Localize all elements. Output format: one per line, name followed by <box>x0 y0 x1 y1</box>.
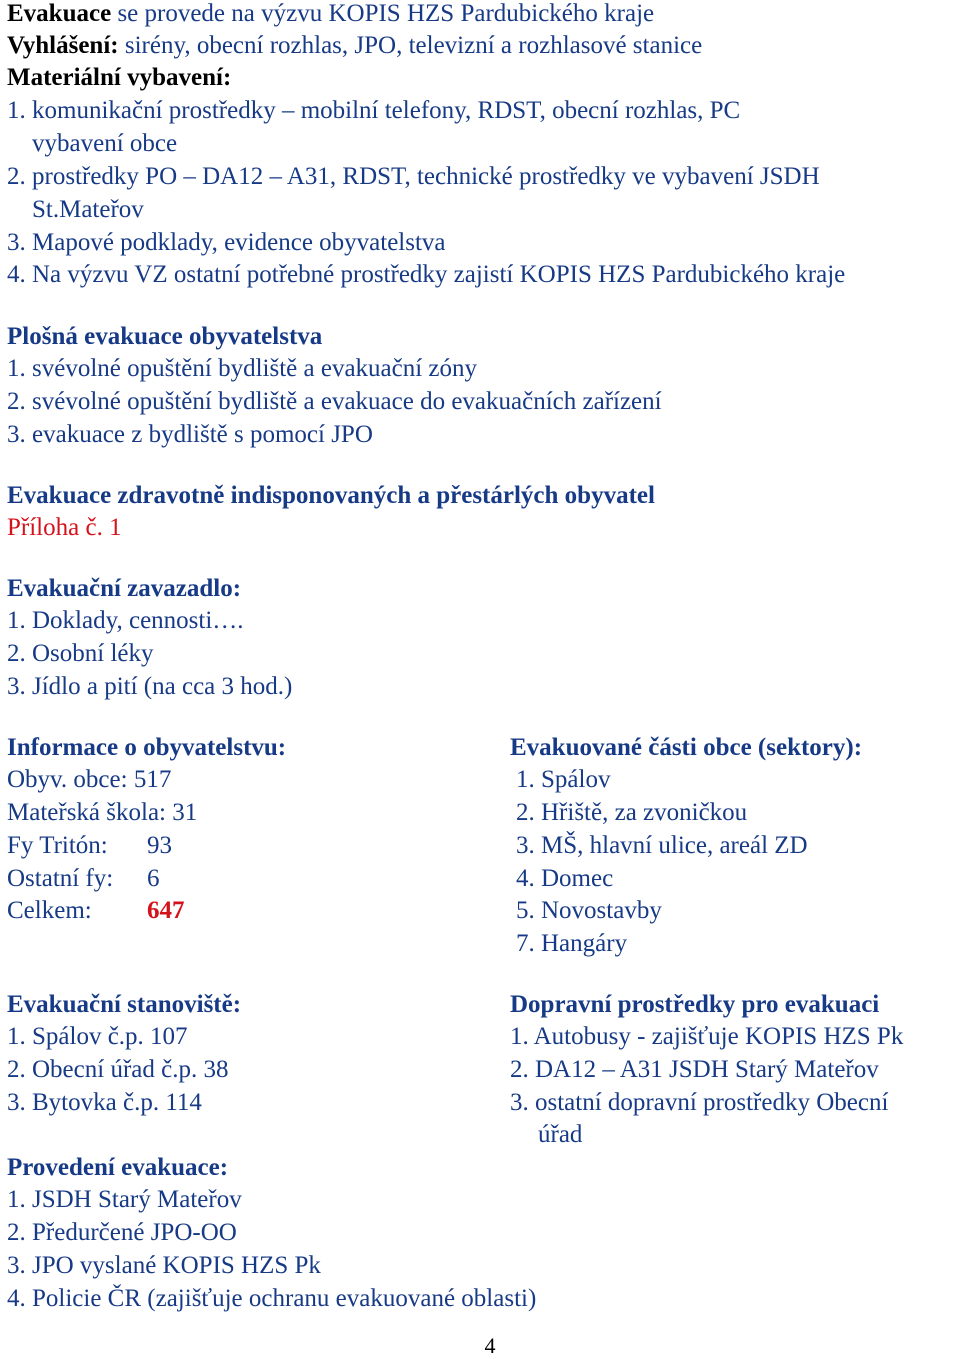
sektor-item: 1. Spálov <box>516 766 611 793</box>
plosna-item: 2. svévolné opuštění bydliště a evakuace do evakuačních zařízení <box>7 388 662 415</box>
doprava-item: úřad <box>538 1121 583 1148</box>
provedeni-item: 1. JSDH Starý Mateřov <box>7 1186 242 1213</box>
sektor-item: 7. Hangáry <box>516 930 628 957</box>
vyhlaseni-bold: Vyhlášení: <box>7 32 119 59</box>
info-row <box>7 763 171 796</box>
plosna-item: 1. svévolné opuštění bydliště a evakuační zóny <box>7 355 478 382</box>
stanoviste-heading: Evakuační stanoviště: <box>7 991 242 1018</box>
info-label: Obyv. obce: <box>7 766 128 793</box>
provedeni-item: 4. Policie ČR (zajišťuje ochranu evakuované oblasti) <box>7 1285 537 1312</box>
doprava-item: 2. DA12 – A31 JSDH Starý Mateřov <box>510 1056 879 1083</box>
doprava-item: 1. Autobusy - zajišťuje KOPIS HZS Pk <box>510 1023 904 1050</box>
plosna-item: 3. evakuace z bydliště s pomocí JPO <box>7 421 373 448</box>
material-item: 1. komunikační prostředky – mobilní telefony, RDST, obecní rozhlas, PC <box>7 97 741 124</box>
vyhlaseni-text: sirény, obecní rozhlas, JPO, televizní a rozhlasové stanice <box>118 32 703 59</box>
stanoviste-item: 1. Spálov č.p. 107 <box>7 1023 188 1050</box>
material-item: 2. prostředky PO – DA12 – A31, RDST, technické prostředky ve vybavení JSDH <box>7 163 820 190</box>
provedeni-item: 3. JPO vyslané KOPIS HZS Pk <box>7 1252 321 1279</box>
doprava-heading: Dopravní prostředky pro evakuaci <box>510 991 880 1018</box>
vyhlaseni-line <box>7 29 702 62</box>
info-value: 6 <box>147 865 160 892</box>
sektor-item: 3. MŠ, hlavní ulice, areál ZD <box>516 832 808 859</box>
info-row <box>7 796 197 829</box>
material-item: St.Mateřov <box>32 196 144 223</box>
page-number: 4 <box>484 1333 496 1358</box>
intro-bold: Evakuace <box>7 0 112 27</box>
info-row <box>7 829 172 862</box>
info-value: 517 <box>133 766 172 793</box>
priloha-reference: Příloha č. 1 <box>7 514 122 541</box>
zavazadlo-item: 3. Jídlo a pití (na cca 3 hod.) <box>7 673 293 700</box>
info-label: Celkem: <box>7 897 92 924</box>
sektory-heading: Evakuované části obce (sektory): <box>510 734 863 761</box>
info-row <box>7 862 160 895</box>
zavazadlo-item: 2. Osobní léky <box>7 640 154 667</box>
doprava-item: 3. ostatní dopravní prostředky Obecní <box>510 1089 889 1116</box>
plosna-heading: Plošná evakuace obyvatelstva <box>7 323 323 350</box>
sektor-item: 5. Novostavby <box>516 897 662 924</box>
info-label: Ostatní fy: <box>7 865 114 892</box>
info-label: Fy Tritón: <box>7 832 108 859</box>
info-value: 31 <box>172 799 198 826</box>
material-heading: Materiální vybavení: <box>7 64 232 91</box>
stanoviste-item: 2. Obecní úřad č.p. 38 <box>7 1056 229 1083</box>
intro-text: se provede na výzvu KOPIS HZS Pardubického kraje <box>111 0 655 27</box>
sektor-item: 2. Hřiště, za zvoničkou <box>516 799 748 826</box>
material-item: 4. Na výzvu VZ ostatní potřebné prostředky zajistí KOPIS HZS Pardubického kraje <box>7 261 846 288</box>
zavazadlo-heading: Evakuační zavazadlo: <box>7 575 242 602</box>
intro-line <box>7 0 654 30</box>
provedeni-item: 2. Předurčené JPO-OO <box>7 1219 237 1246</box>
provedeni-heading: Provedení evakuace: <box>7 1154 229 1181</box>
material-item: vybavení obce <box>32 130 178 157</box>
stanoviste-item: 3. Bytovka č.p. 114 <box>7 1089 202 1116</box>
sektor-item: 4. Domec <box>516 865 614 892</box>
zavazadlo-item: 1. Doklady, cennosti…. <box>7 607 244 634</box>
zdrav-heading: Evakuace zdravotně indisponovaných a přestárlých obyvatel <box>7 482 655 509</box>
info-total-value: 647 <box>147 897 185 924</box>
info-value: 93 <box>147 832 172 859</box>
material-item: 3. Mapové podklady, evidence obyvatelstva <box>7 229 446 256</box>
info-heading: Informace o obyvatelstvu: <box>7 734 287 761</box>
info-label: Mateřská škola: <box>7 799 166 826</box>
info-row <box>7 894 185 927</box>
